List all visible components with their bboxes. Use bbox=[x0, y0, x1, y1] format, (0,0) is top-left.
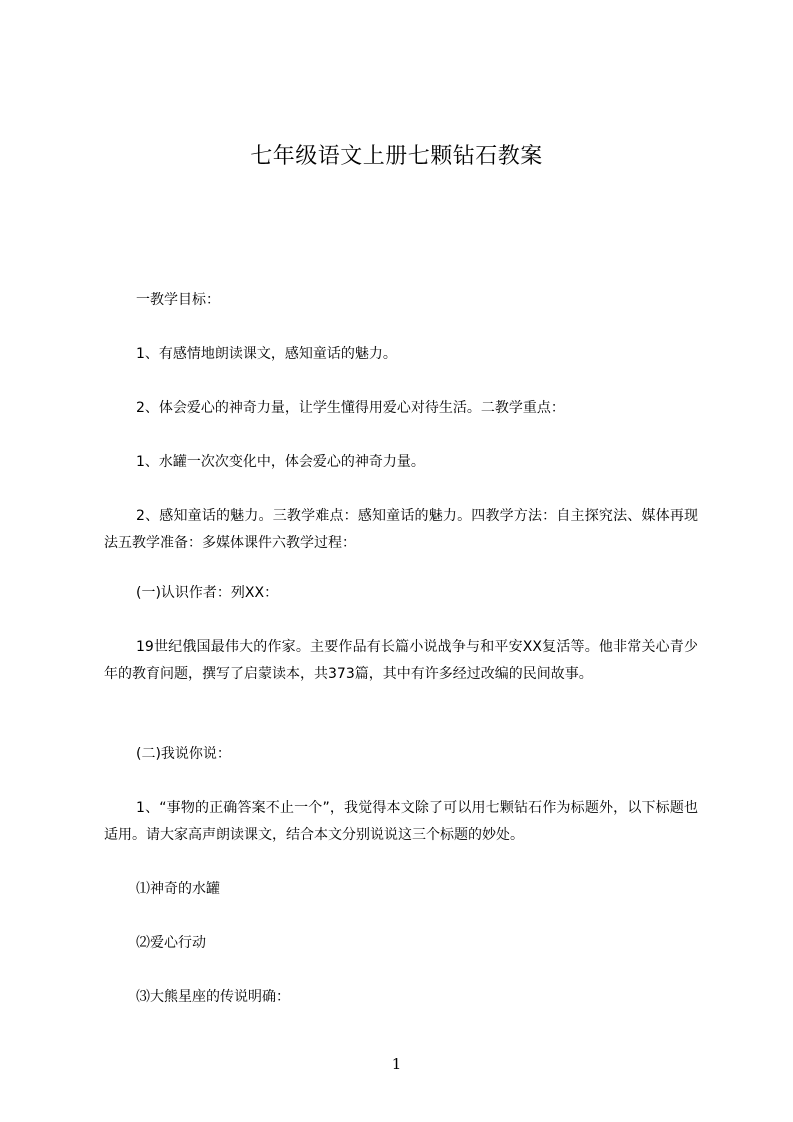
paragraph-title-option-3: ⑶大熊星座的传说明确： bbox=[136, 989, 290, 1005]
document-title: 七年级语文上册七颗钻石教案 bbox=[250, 144, 543, 169]
paragraph-author-heading: (一)认识作者：列XX： bbox=[136, 585, 279, 601]
paragraph-teaching-goals-heading: 一教学目标： bbox=[136, 292, 220, 308]
paragraph-discussion-1: 1、“事物的正确答案不止一个”，我觉得本文除了可以用七颗钻石作为标题外，以下标题也适用。请大家高声朗读课文，结合本文分别说说这三个标题的妙处。 bbox=[104, 800, 698, 843]
paragraph-title-option-2: ⑵爱心行动 bbox=[136, 935, 206, 951]
paragraph-goal-2: 2、体会爱心的神奇力量，让学生懂得用爱心对待生活。二教学重点： bbox=[136, 400, 565, 416]
paragraph-key-point-2: 2、感知童话的魅力。三教学难点：感知童话的魅力。四教学方法：自主探究法、媒体再现法五教学准备：多媒体课件六教学过程： bbox=[104, 508, 698, 551]
paragraph-author-bio: 19世纪俄国最伟大的作家。主要作品有长篇小说战争与和平安XX复活等。他非常关心青少年的教育问题，撰写了启蒙读本，共373篇，其中有许多经过改编的民间故事。 bbox=[104, 639, 698, 682]
page-number: 1 bbox=[391, 1055, 402, 1073]
paragraph-discussion-heading: (二)我说你说： bbox=[136, 746, 231, 762]
paragraph-key-point-1: 1、水罐一次次变化中，体会爱心的神奇力量。 bbox=[136, 454, 425, 470]
paragraph-goal-1: 1、有感情地朗读课文，感知童话的魅力。 bbox=[136, 346, 397, 362]
paragraph-title-option-1: ⑴神奇的水罐 bbox=[136, 881, 220, 897]
